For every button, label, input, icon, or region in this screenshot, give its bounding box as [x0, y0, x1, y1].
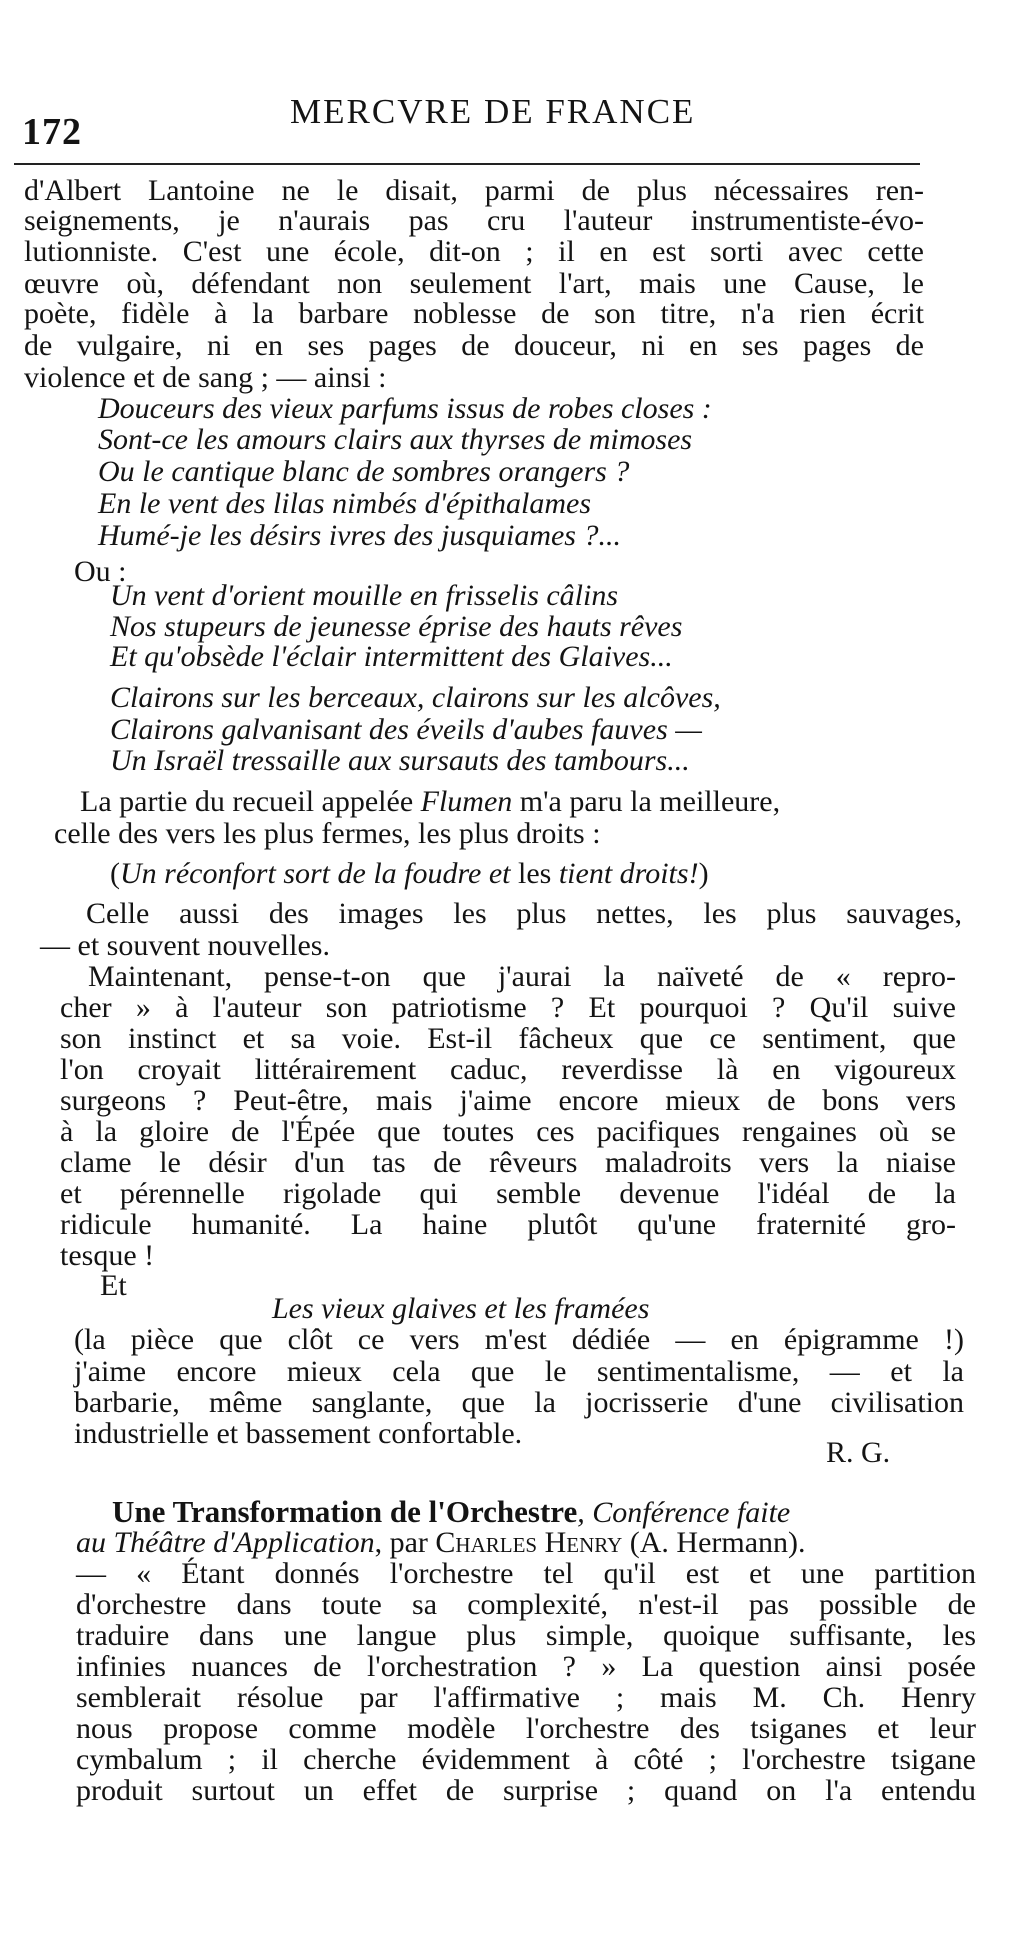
text-line: j'aime encore mieux cela que le sentimentalisme, — et la: [74, 1355, 964, 1388]
verse-line: Et qu'obsède l'éclair intermittent des Glaives...: [110, 640, 673, 673]
header-rule: [14, 163, 920, 165]
text-span: , par: [374, 1526, 436, 1559]
article-byline: [76, 1527, 806, 1559]
text-line: Ou :: [74, 555, 127, 588]
text-line: nous propose comme modèle l'orchestre des tsiganes et leur: [76, 1712, 976, 1745]
text-line: d'orchestre dans toute sa complexité, n'est-il pas possible de: [76, 1588, 976, 1621]
page-header: [22, 92, 932, 152]
article-author: Charles Henry: [435, 1526, 623, 1559]
text-line: ridicule humanité. La haine plutôt qu'une fraternité gro-: [60, 1208, 956, 1241]
text-line: — « Étant donnés l'orchestre tel qu'il est et une partition: [76, 1557, 976, 1590]
text-span: (: [110, 857, 120, 890]
text-line: [80, 786, 780, 818]
article-venue: au Théâtre d'Application: [76, 1526, 375, 1559]
article-title: Une Transformation de l'Orchestre: [112, 1494, 578, 1529]
text-line: à la gloire de l'Épée que toutes ces pacifiques rengaines où se: [60, 1115, 956, 1148]
text-line: industrielle et bassement confortable.: [74, 1417, 523, 1450]
text-line: tesque !: [60, 1239, 155, 1272]
verse-line: Ou le cantique blanc de sombres orangers ?: [98, 455, 630, 488]
review-signature: R. G.: [826, 1436, 891, 1469]
text-line: lutionniste. C'est une école, dit-on ; il en est sorti avec cette: [24, 235, 924, 268]
text-line: semblerait résolue par l'affirmative ; mais M. Ch. Henry: [76, 1681, 976, 1714]
text-span: (A. Hermann).: [622, 1526, 806, 1559]
text-line: celle des vers les plus fermes, les plus droits :: [54, 817, 601, 850]
text-line: cymbalum ; il cherche évidemment à côté ; l'orchestre tsigane: [76, 1743, 976, 1776]
text-span: m'a paru la meilleure,: [512, 785, 781, 818]
text-line: d'Albert Lantoine ne le disait, parmi de plus nécessaires ren-: [24, 174, 924, 207]
verse-line: Un vent d'orient mouille en frisselis câlins: [110, 579, 619, 612]
text-line: clame le désir d'un tas de rêveurs maladroits vers la niaise: [60, 1146, 956, 1179]
verse-line: Douceurs des vieux parfums issus de robes closes :: [98, 392, 712, 425]
text-span: tient droits!: [558, 857, 699, 890]
page-number: 172: [22, 111, 82, 153]
text-line: (la pièce que clôt ce vers m'est dédiée — en épigramme !): [74, 1323, 964, 1356]
text-line: surgeons ? Peut-être, mais j'aime encore mieux de bons vers: [60, 1084, 956, 1117]
verse-line: Humé-je les désirs ivres des jusquiames ?...: [98, 519, 621, 552]
text-line: traduire dans une langue plus simple, quoique suffisante, les: [76, 1619, 976, 1652]
verse-line: En le vent des lilas nimbés d'épithalames: [98, 487, 591, 520]
text-line: et pérennelle rigolade qui semble devenue l'idéal de la: [60, 1177, 956, 1210]
verse-line: Clairons sur les berceaux, clairons sur les alcôves,: [110, 681, 721, 714]
text-line: produit surtout un effet de surprise ; quand on l'a entendu: [76, 1774, 976, 1807]
text-line: de vulgaire, ni en ses pages de douceur, ni en ses pages de: [24, 329, 924, 362]
text-line: barbarie, même sanglante, que la jocrisserie d'une civilisation: [74, 1386, 964, 1419]
text-line: violence et de sang ; — ainsi :: [24, 361, 387, 394]
text-span: Un réconfort sort de la foudre et: [120, 857, 511, 890]
text-span: La partie du recueil appelée: [80, 785, 421, 818]
verse-line: Clairons galvanisant des éveils d'aubes fauves —: [110, 713, 702, 746]
article-subtitle: , Conférence faite: [577, 1496, 791, 1529]
text-span: ): [698, 857, 709, 890]
text-span: les: [510, 857, 559, 890]
text-line: — et souvent nouvelles.: [40, 929, 330, 962]
verse-line: Les vieux glaives et les framées: [272, 1292, 650, 1325]
text-line: infinies nuances de l'orchestration ? » La question ainsi posée: [76, 1650, 976, 1683]
text-line: cher » à l'auteur son patriotisme ? Et pourquoi ? Qu'il suive: [60, 991, 956, 1024]
text-line: Celle aussi des images les plus nettes, les plus sauvages,: [86, 897, 962, 930]
verse-line: Un Israël tressaille aux sursauts des tambours...: [110, 744, 690, 777]
text-line: Maintenant, pense-t-on que j'aurai la naïveté de « repro-: [88, 960, 956, 993]
text-line: poète, fidèle à la barbare noblesse de son titre, n'a rien écrit: [24, 297, 924, 330]
text-line: œuvre où, défendant non seulement l'art, mais une Cause, le: [24, 267, 924, 300]
article-heading: [112, 1496, 790, 1529]
text-line: Et: [100, 1269, 127, 1302]
book-section-title: Flumen: [420, 785, 513, 818]
verse-line: Sont-ce les amours clairs aux thyrses de mimoses: [98, 423, 693, 456]
quoted-verse: [110, 858, 709, 890]
verse-line: Nos stupeurs de jeunesse éprise des hauts rêves: [110, 610, 683, 643]
text-line: son instinct et sa voie. Est-il fâcheux que ce sentiment, que: [60, 1022, 956, 1055]
running-title: MERCVRE DE FRANCE: [290, 92, 696, 131]
text-line: seignements, je n'aurais pas cru l'auteur instrumentiste-évo-: [24, 204, 924, 237]
text-line: l'on croyait littérairement caduc, reverdisse là en vigoureux: [60, 1053, 956, 1086]
